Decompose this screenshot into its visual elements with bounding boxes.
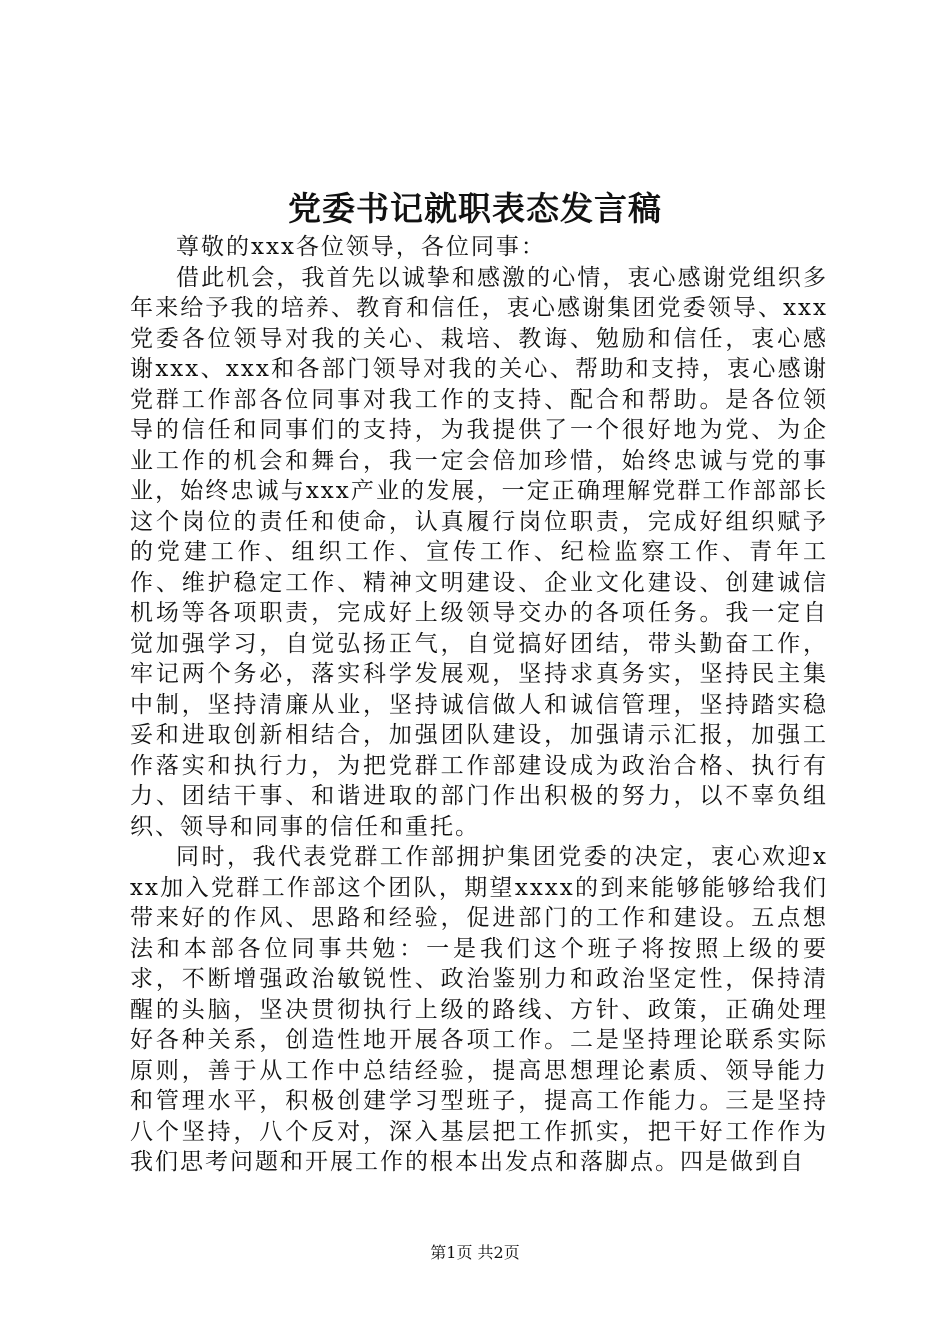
salutation: 尊敬的xxx各位领导，各位同事： bbox=[176, 234, 546, 260]
document-title: 党委书记就职表态发言稿 bbox=[288, 189, 662, 228]
paragraph-1: 借此机会，我首先以诚挚和感激的心情，衷心感谢党组织多年来给予我的培养、教育和信任，衷心感谢集团党委领导、xxx党委各位领导对我的关心、栽培、教诲、勉励和信任，衷心感谢xxx、xxx和各部门领导对我的关心、帮助和支持，衷心感谢党群工作部各位同事对我工作的支持、配合和帮助。是各位领导的信任和同事们的支持，为我提供了一个很好地为党、为企业工作的机会和舞台，我一定会倍加珍惜，始终忠诚与党的事业，始终忠诚与xxx产业的发展，一定正确理解党群工作部部长这个岗位的责任和使命，认真履行岗位职责，完成好组织赋予的党建工作、组织工作、宣传工作、纪检监察工作、青年工作、维护稳定工作、精神文明建设、企业文化建设、创建诚信机场等各项职责，完成好上级领导交办的各项任务。我一定自觉加强学习，自觉弘扬正气，自觉搞好团结，带头勤奋工作，牢记两个务必，落实科学发展观，坚持求真务实，坚持民主集中制，坚持清廉从业，坚持诚信做人和诚信管理，坚持踏实稳妥和进取创新相结合，加强团队建设，加强请示汇报，加强工作落实和执行力，为把党群工作部建设成为政治合格、执行有力、团结干事、和谐进取的部门作出积极的努力，以不辜负组织、领导和同事的信任和重托。 bbox=[130, 264, 828, 840]
paragraph-2: 同时，我代表党群工作部拥护集团党委的决定，衷心欢迎xxx加入党群工作部这个团队，期望xxxx的到来能够能够给我们带来好的作风、思路和经验，促进部门的工作和建设。五点想法和本部各位同事共勉：一是我们这个班子将按照上级的要求，不断增强政治敏锐性、政治鉴别力和政治坚定性，保持清醒的头脑，坚决贯彻执行上级的路线、方针、政策，正确处理好各种关系，创造性地开展各项工作。二是坚持理论联系实际原则，善于从工作中总结经验，提高思想理论素质、领导能力和管理水平，积极创建学习型班子，提高工作能力。三是坚持八个坚持，八个反对，深入基层把工作抓实，把干好工作作为我们思考问题和开展工作的根本出发点和落脚点。四是做到自 bbox=[130, 844, 828, 1175]
document-body bbox=[130, 232, 828, 1178]
page-footer: 第1页 共2页 bbox=[430, 1243, 520, 1262]
